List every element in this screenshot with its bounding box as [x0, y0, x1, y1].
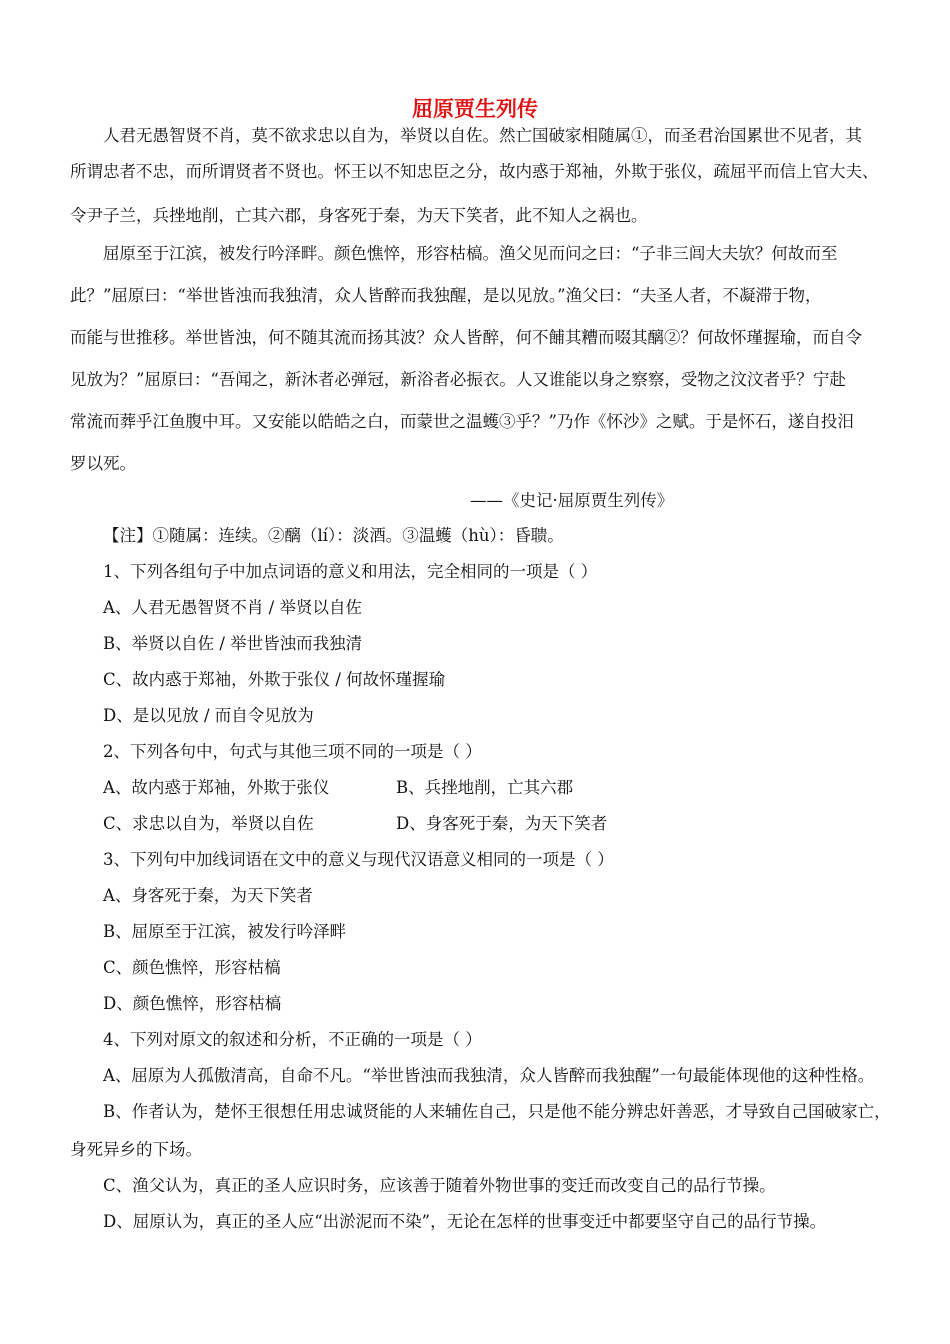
question-2-option-b: B、兵挫地削，亡其六郡	[396, 778, 574, 797]
question-3-option-c: C、颜色憔悴，形容枯槁	[103, 958, 281, 977]
passage-p2-line-1: 屈原至于江滨，被发行吟泽畔。颜色憔悴，形容枯槁。渔父见而问之曰：“子非三闾大夫欤？何故而至	[103, 244, 838, 263]
passage-p2-line-5: 常流而葬乎江鱼腹中耳。又安能以皓皓之白，而蒙世之温蠖③乎？”乃作《怀沙》之赋。于是怀石，遂自投汨	[70, 412, 854, 431]
question-1-option-a: A、人君无愚智贤不肖 / 举贤以自佐	[103, 598, 362, 617]
question-2-option-a: A、故内惑于郑袖，外欺于张仪	[103, 778, 330, 797]
passage-p2-line-6: 罗以死。	[70, 454, 136, 473]
question-2-option-d: D、身客死于秦，为天下笑者	[396, 814, 608, 833]
passage-p1-line-3: 令尹子兰，兵挫地削，亡其六郡，身客死于秦，为天下笑者，此不知人之祸也。	[70, 206, 648, 225]
passage-p1-line-1: 人君无愚智贤不肖，莫不欲求忠以自为，举贤以自佐。然亡国破家相随属①，而圣君治国累世不见者，其	[103, 126, 862, 145]
question-1-option-d: D、是以见放 / 而自令见放为	[103, 706, 314, 725]
question-4-option-d: D、屈原认为，真正的圣人应“出淤泥而不染”，无论在怎样的世事变迁中都要坚守自己的品行节操。	[103, 1212, 827, 1231]
question-3-stem: 3、下列句中加线词语在文中的意义与现代汉语意义相同的一项是（ ）	[103, 850, 614, 869]
question-4-option-b-line-1: B、作者认为，楚怀王很想任用忠诚贤能的人来辅佐自己，只是他不能分辨忠奸善恶，才导致自己国破家亡，	[103, 1102, 891, 1121]
passage-p2-line-2: 此？”屈原曰：“举世皆浊而我独清，众人皆醉而我独醒，是以见放。”渔父曰：“夫圣人者，不凝滞于物，	[70, 286, 822, 305]
page-title: 屈原贾生列传	[412, 96, 538, 121]
passage-p2-line-3: 而能与世推移。举世皆浊，何不随其流而扬其波？众人皆醉，何不餔其糟而啜其醨②？何故怀瑾握瑜，而自令	[70, 328, 862, 347]
question-4-option-a: A、屈原为人孤傲清高，自命不凡。“举世皆浊而我独清，众人皆醉而我独醒”一句最能体现他的这种性格。	[103, 1066, 875, 1085]
question-1-option-c: C、故内惑于郑袖，外欺于张仪 / 何故怀瑾握瑜	[103, 670, 446, 689]
passage-p1-line-2: 所谓忠者不忠，而所谓贤者不贤也。怀王以不知忠臣之分，故内惑于郑袖，外欺于张仪，疏屈平而信上官大夫、	[70, 162, 879, 181]
question-4-option-b-line-2: 身死异乡的下场。	[70, 1140, 202, 1159]
passage-p2-line-4: 见放为？”屈原曰：“吾闻之，新沐者必弹冠，新浴者必振衣。人又谁能以身之察察，受物之汶汶者乎？宁赴	[70, 370, 846, 389]
question-1-option-b: B、举贤以自佐 / 举世皆浊而我独清	[103, 634, 363, 653]
passage-source: ——《史记·屈原贾生列传》	[470, 491, 674, 510]
question-2-stem: 2、下列各句中，句式与其他三项不同的一项是（ ）	[103, 742, 482, 761]
question-4-stem: 4、下列对原文的叙述和分析，不正确的一项是（ ）	[103, 1030, 482, 1049]
question-2-option-c: C、求忠以自为，举贤以自佐	[103, 814, 314, 833]
question-1-stem: 1、下列各组句子中加点词语的意义和用法，完全相同的一项是（ ）	[103, 562, 598, 581]
question-3-option-b: B、屈原至于江滨，被发行吟泽畔	[103, 922, 347, 941]
question-3-option-a: A、身客死于秦，为天下笑者	[103, 886, 313, 905]
annotation-notes: 【注】①随属：连续。②醨（lí）：淡酒。③温蠖（hù）：昏聩。	[103, 526, 564, 545]
question-3-option-d: D、颜色憔悴，形容枯槁	[103, 994, 282, 1013]
question-4-option-c: C、渔父认为，真正的圣人应识时务，应该善于随着外物世事的变迁而改变自己的品行节操。	[103, 1176, 776, 1195]
